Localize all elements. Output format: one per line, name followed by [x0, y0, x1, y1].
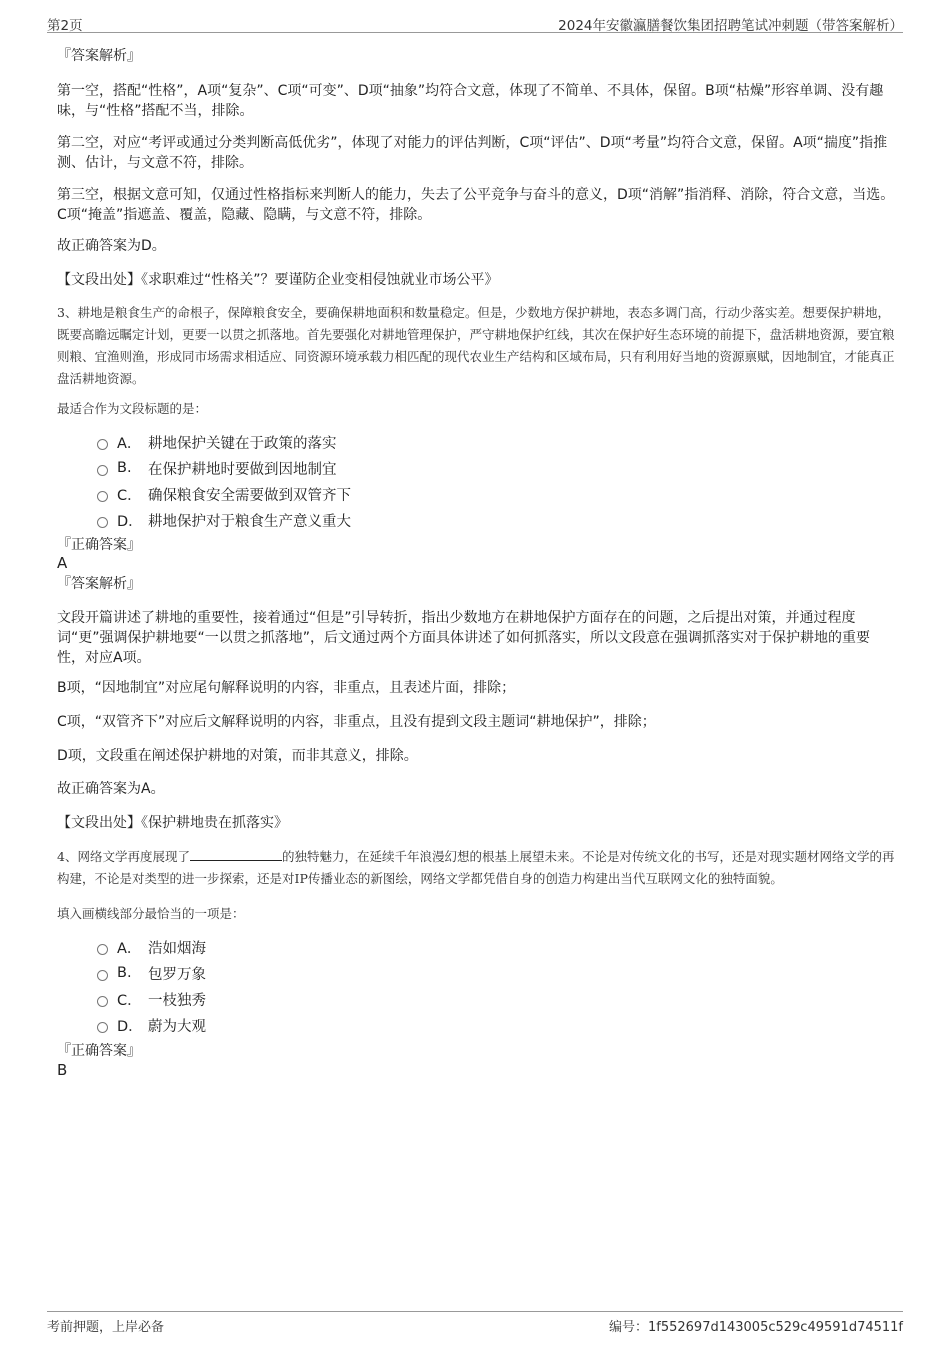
radio-icon[interactable]	[97, 439, 108, 450]
correct-answer: B	[57, 1061, 68, 1079]
option-d[interactable]: D． 蔚为大观	[97, 1012, 206, 1038]
analysis-paragraph: 文段开篇讲述了耕地的重要性，接着通过“但是”引导转折，指出少数地方在耕地保护方面存在的问题，之后提出对策，并通过程度词“更”强调保护耕地要“一以贯之抓落地”，后文通过两个方面具体讲述了如何抓落实，所以文段意在强调抓落实对于保护耕地的重要性，对应A项。	[57, 610, 871, 666]
option-a[interactable]: A． 耕地保护关键在于政策的落实	[97, 429, 351, 455]
option-b[interactable]: B. 包罗万象	[97, 960, 206, 986]
option-d[interactable]: D． 耕地保护对于粮食生产意义重大	[97, 507, 351, 533]
correct-answer-label: 『正确答案』	[57, 537, 141, 553]
radio-icon[interactable]	[97, 944, 108, 955]
analysis-paragraph: D项，文段重在阐述保护耕地的对策，而非其意义，排除。	[57, 748, 418, 764]
option-c[interactable]: C． 确保粮食安全需要做到双管齐下	[97, 481, 351, 507]
conclusion: 故正确答案为D。	[57, 238, 166, 254]
analysis-paragraph: 第二空，对应“考评或通过分类判断高低优劣”，体现了对能力的评估判断，C项“评估”、D项“考量”均符合文意，保留。A项“揣度”指推测、估计，与文意不符，排除。	[57, 135, 888, 171]
question-4-prompt: 填入画横线部分最恰当的一项是：	[57, 906, 245, 921]
analysis-paragraph: 第一空，搭配“性格”，A项“复杂”、C项“可变”、D项“抽象”均符合文意，体现了不简单、不具体，保留。B项“枯燥”形容单调、没有趣味，与“性格”搭配不当，排除。	[57, 83, 884, 119]
question-3-prompt: 最适合作为文段标题的是：	[57, 401, 208, 416]
document-id: 编号：1f552697d143005c529c49591d74511f	[609, 1320, 903, 1335]
radio-icon[interactable]	[97, 517, 108, 528]
correct-answer: A	[57, 554, 68, 572]
correct-answer-label: 『正确答案』	[57, 1043, 141, 1059]
page-header	[47, 12, 903, 33]
radio-icon[interactable]	[97, 491, 108, 502]
radio-icon[interactable]	[97, 996, 108, 1007]
analysis-paragraph: C项，“双管齐下”对应后文解释说明的内容，非重点，且没有提到文段主题词“耕地保护”，排除；	[57, 714, 656, 730]
question-3-options	[57, 429, 351, 533]
page-number: 第2页	[47, 18, 83, 34]
option-a[interactable]: A． 浩如烟海	[97, 934, 206, 960]
question-4-text: 4、网络文学再度展现了 的独特魅力，在延续千年浪漫幻想的根基上展望未来。不论是对传统文化的书写，还是对现实题材网络文学的再构建，不论是对类型的进一步探索，还是对IP传播业态的新图绘，网络文学都凭借自身的创造力构建出当代互联网文化的独特面貌。	[57, 849, 895, 886]
document-title: 2024年安徽瀛膳餐饮集团招聘笔试冲刺题（带答案解析）	[558, 18, 903, 34]
radio-icon[interactable]	[97, 970, 108, 981]
question-4-options	[57, 934, 206, 1038]
fill-blank-line	[190, 848, 282, 861]
page-footer	[47, 1311, 903, 1340]
analysis-label: 『答案解析』	[57, 48, 141, 64]
radio-icon[interactable]	[97, 1022, 108, 1033]
analysis-paragraph: B项，“因地制宜”对应尾句解释说明的内容，非重点，且表述片面，排除；	[57, 680, 516, 696]
conclusion: 故正确答案为A。	[57, 781, 165, 797]
source-citation: 【文段出处】《保护耕地贵在抓落实》	[57, 815, 288, 831]
question-3-text: 3、耕地是粮食生产的命根子，保障粮食安全，要确保耕地面积和数量稳定。但是，少数地方保护耕地，表态多调门高，行动少落实差。想要保护耕地，既要高瞻远瞩定计划，更要一以贯之抓落地。首先要强化对耕地管理保护，严守耕地保护红线，其次在保护好生态环境的前提下，盘活耕地资源，要宜粮则粮、宜渔则渔，形成同市场需求相适应、同资源环境承载力相匹配的现代农业生产结构和区域布局，只有利用好当地的资源禀赋，因地制宜，才能真正盘活耕地资源。	[57, 305, 895, 386]
radio-icon[interactable]	[97, 465, 108, 476]
footer-slogan: 考前押题，上岸必备	[47, 1320, 165, 1335]
option-c[interactable]: C． 一枝独秀	[97, 986, 206, 1012]
analysis-label: 『答案解析』	[57, 576, 141, 592]
source-citation: 【文段出处】《求职难过“性格关”？要谨防企业变相侵蚀就业市场公平》	[57, 272, 499, 288]
analysis-paragraph: 第三空，根据文意可知，仅通过性格指标来判断人的能力，失去了公平竞争与奋斗的意义，D项“消解”指消释、消除，符合文意，当选。C项“掩盖”指遮盖、覆盖，隐藏、隐瞒，与文意不符，排除。	[57, 187, 895, 223]
option-b[interactable]: B. 在保护耕地时要做到因地制宜	[97, 455, 351, 481]
